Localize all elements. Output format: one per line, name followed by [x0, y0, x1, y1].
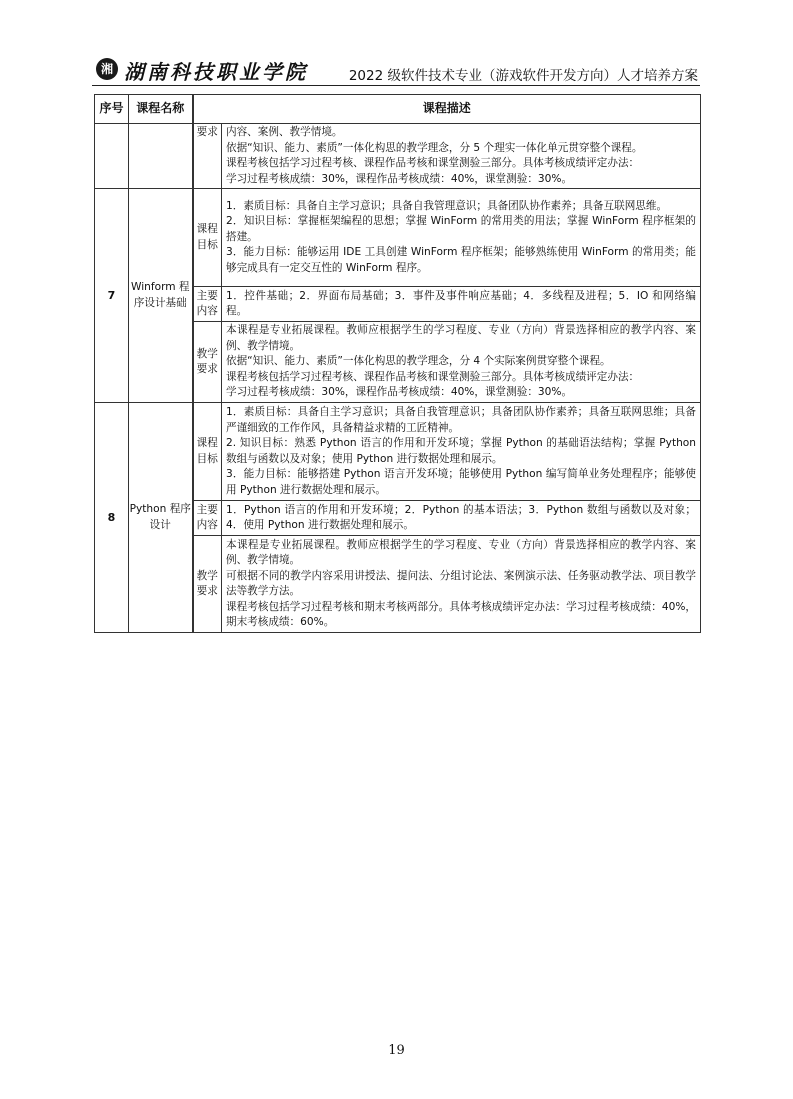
column-header-description: 课程描述	[193, 95, 701, 124]
number-cell	[95, 124, 129, 189]
description-line: 本课程是专业拓展课程。教师应根据学生的学习程度、专业（方向）背景选择相应的教学内容、案例、教学情境。	[226, 324, 697, 352]
course-name: Winform 程序设计基础	[129, 189, 193, 403]
document-title: 2022 级软件技术专业（游戏软件开发方向）人才培养方案	[348, 68, 698, 84]
column-header-number: 序号	[95, 95, 129, 124]
description-line: 3．能力目标：能够搭建 Python 语言开发环境；能够使用 Python 编写简单业务处理程序；能够使用 Python 进行数据处理和展示。	[226, 468, 697, 496]
school-logo-icon: 湘	[96, 58, 118, 80]
course-name-cell	[129, 124, 193, 189]
description-line: 2．知识目标：掌握框架编程的思想；掌握 WinForm 的常用类的用法；掌握 WinForm 程序框架的搭建。	[226, 215, 697, 243]
description-line: 学习过程考核成绩：30%，课程作品考核成绩：40%，课堂测验：30%。	[226, 386, 573, 399]
section-label: 课程目标	[193, 403, 222, 501]
description-line: 1．素质目标：具备自主学习意识；具备自我管理意识；具备团队协作素养；具备互联网思维。	[226, 199, 668, 212]
course-number: 7	[95, 189, 129, 403]
section-label: 要求	[193, 124, 222, 189]
section-label: 课程目标	[193, 189, 222, 287]
section-description	[222, 124, 701, 189]
section-description	[222, 536, 701, 633]
table-row	[95, 124, 701, 189]
section-description	[222, 322, 701, 403]
section-label: 教学要求	[193, 322, 222, 403]
description-line: 1．控件基础；2．界面布局基础；3．事件及事件响应基础；4．多线程及进程；5．IO 和网络编程。	[226, 289, 697, 317]
table-row	[95, 403, 701, 501]
description-line: 2. 知识目标：熟悉 Python 语言的作用和开发环境；掌握 Python 的基础语法结构；掌握 Python 数组与函数以及对象；使用 Python 进行数据处理和展示。	[226, 437, 697, 465]
description-line: 学习过程考核成绩：30%，课程作品考核成绩：40%，课堂测验：30%。	[226, 172, 573, 185]
curriculum-table	[94, 94, 701, 633]
course-number: 8	[95, 403, 129, 633]
page-number: 19	[388, 1043, 405, 1058]
description-line: 1．素质目标：具备自主学习意识；具备自我管理意识；具备团队协作素养；具备互联网思维；具备严谨细致的工作作风，具备精益求精的工匠精神。	[226, 406, 697, 434]
description-line: 课程考核包括学习过程考核、课程作品考核和课堂测验三部分。具体考核成绩评定办法：	[226, 157, 640, 169]
header-divider	[92, 85, 700, 86]
column-header-course-name: 课程名称	[129, 95, 193, 124]
page-header	[92, 54, 700, 88]
description-line: 3．能力目标：能够运用 IDE 工具创建 WinForm 程序框架；能够熟练使用 WinForm 的常用类；能够完成具有一定交互性的 WinForm 程序。	[226, 246, 697, 274]
description-line: 依据“知识、能力、素质”一体化构思的教学理念，分 4 个实际案例贯穿整个课程。	[226, 355, 611, 368]
section-label: 主要内容	[193, 287, 222, 322]
section-description	[222, 501, 701, 536]
course-name: Python 程序设计	[129, 403, 193, 633]
description-line: 课程考核包括学习过程考核、课程作品考核和课堂测验三部分。具体考核成绩评定办法：	[226, 370, 640, 383]
section-description	[222, 403, 701, 501]
description-line: 本课程是专业拓展课程。教师应根据学生的学习程度、专业（方向）背景选择相应的教学内容、案例、教学情境。	[226, 538, 697, 566]
table-row	[95, 189, 701, 287]
description-line: 可根据不同的教学内容采用讲授法、提问法、分组讨论法、案例演示法、任务驱动教学法、项目教学法等教学方法。	[226, 569, 697, 597]
table-header-row	[95, 95, 701, 124]
section-label: 教学要求	[193, 536, 222, 633]
school-name-logo: 湖南科技职业学院	[124, 60, 308, 84]
description-line: 依据“知识、能力、素质”一体化构思的教学理念，分 5 个理实一体化单元贯穿整个课程。	[226, 141, 643, 154]
section-label: 主要内容	[193, 501, 222, 536]
section-description	[222, 287, 701, 322]
description-line: 1．Python 语言的作用和开发环境；2．Python 的基本语法；3．Python 数组与函数以及对象；4．使用 Python 进行数据处理和展示。	[226, 503, 697, 531]
section-description	[222, 189, 701, 287]
description-line: 课程考核包括学习过程考核和期末考核两部分。具体考核成绩评定办法：学习过程考核成绩：40%，期末考核成绩：60%。	[226, 600, 697, 628]
description-line: 内容、案例、教学情境。	[226, 126, 343, 138]
